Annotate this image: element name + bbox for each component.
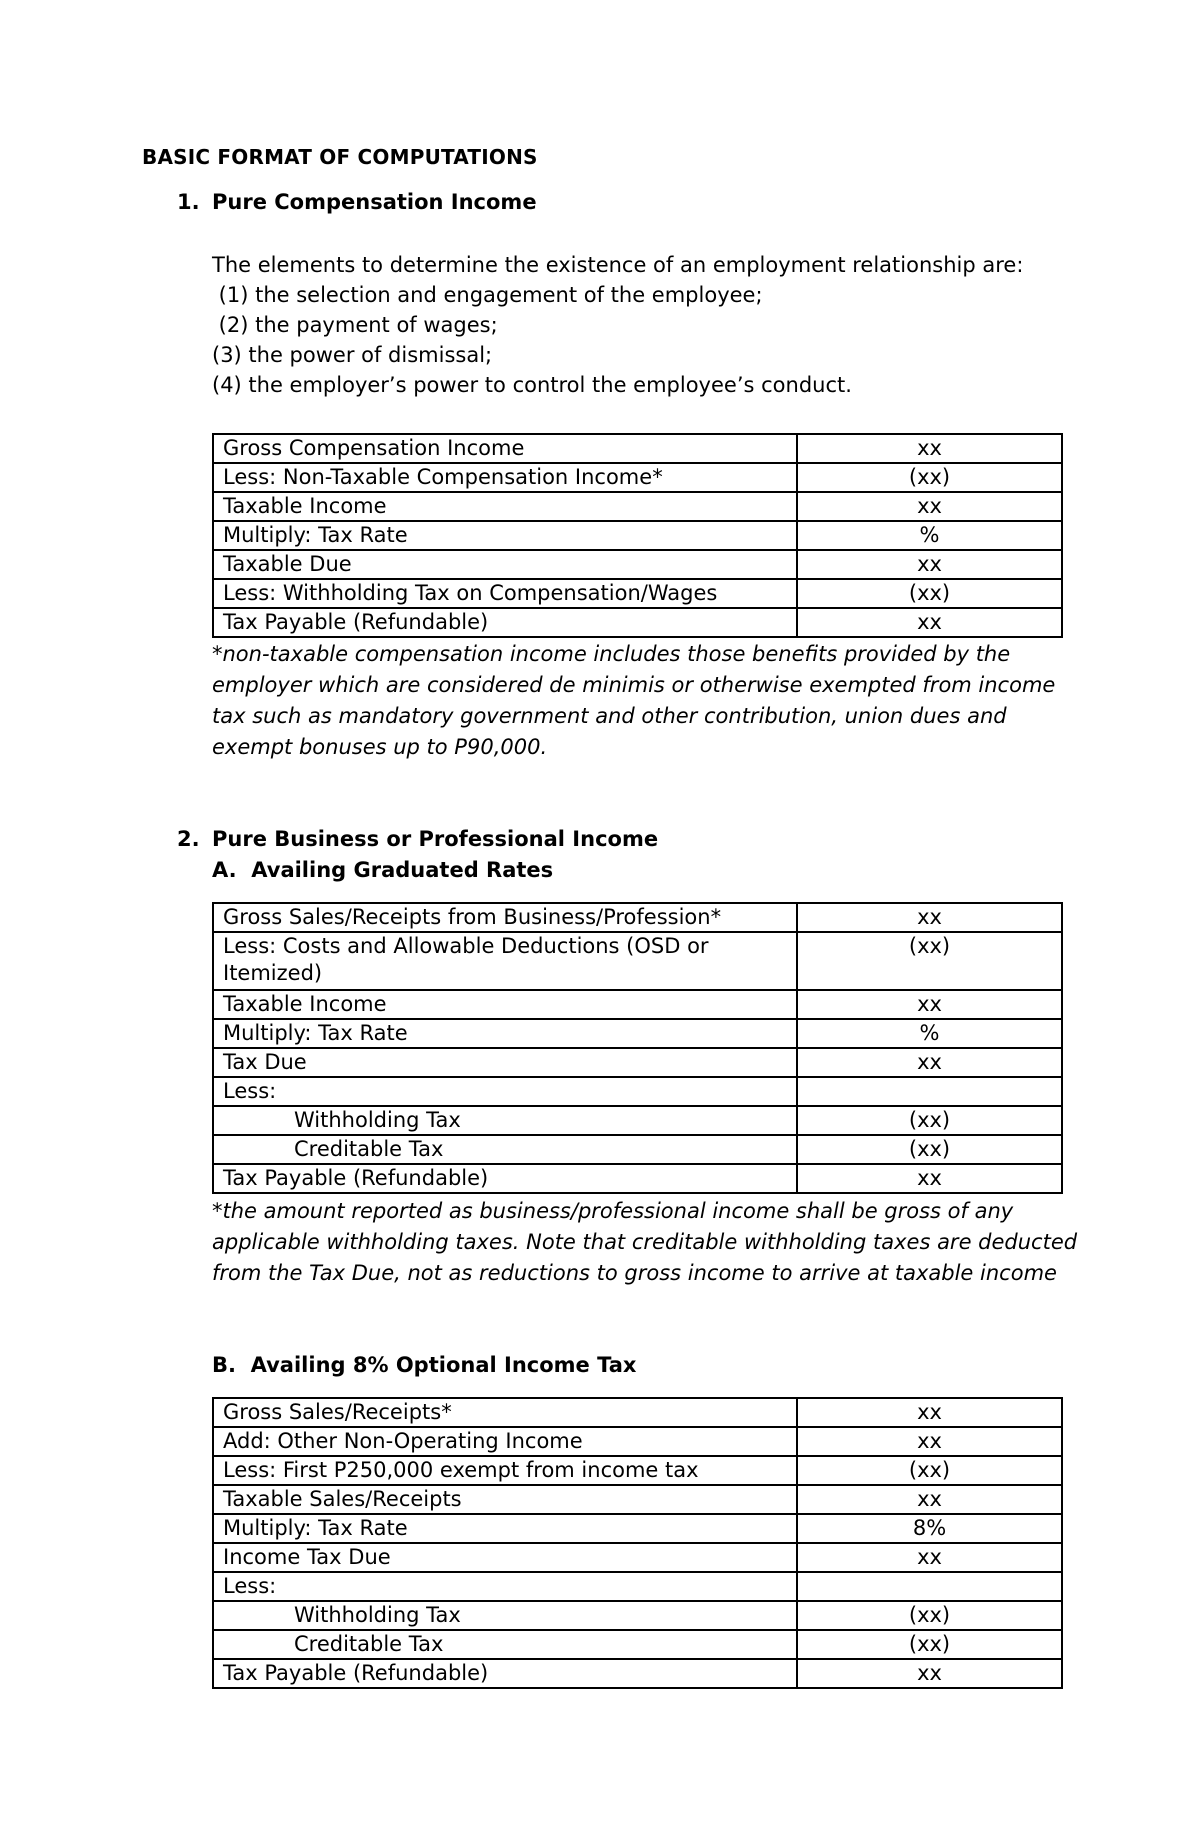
table-row — [213, 1630, 1062, 1659]
element-item: (3) the power of dismissal; — [212, 343, 493, 367]
table-row — [213, 1485, 1062, 1514]
element-item: (1) the selection and engagement of the employee; — [212, 283, 763, 307]
row-value: xx — [797, 1398, 1062, 1427]
table-row — [213, 608, 1062, 637]
row-value: xx — [797, 990, 1062, 1019]
row-value: xx — [797, 1543, 1062, 1572]
row-label: Income Tax Due — [213, 1543, 797, 1572]
footnote-line: applicable withholding taxes. Note that creditable withholding taxes are deducted — [212, 1230, 1078, 1254]
section2-title: Pure Business or Professional Income — [212, 827, 659, 851]
row-value: xx — [797, 1164, 1062, 1193]
row-label: Tax Due — [213, 1048, 797, 1077]
row-label: Multiply: Tax Rate — [213, 1514, 797, 1543]
table-row — [213, 1427, 1062, 1456]
table-row — [213, 1659, 1062, 1688]
table-row — [213, 903, 1062, 932]
footnote-line: tax such as mandatory government and other contribution, union dues and — [212, 704, 1007, 728]
employment-elements — [212, 250, 1023, 400]
footnote-line: *the amount reported as business/professional income shall be gross of any — [212, 1199, 1014, 1223]
row-value: xx — [797, 903, 1062, 932]
row-label: Taxable Income — [213, 990, 797, 1019]
optional-tax-table — [212, 1397, 1063, 1689]
elements-intro: The elements to determine the existence of an employment relationship are: — [212, 253, 1024, 277]
row-value: (xx) — [797, 463, 1062, 492]
row-label: Taxable Due — [213, 550, 797, 579]
row-label: Less: Costs and Allowable Deductions (OSD or Itemized) — [213, 932, 797, 990]
row-value: (xx) — [797, 1601, 1062, 1630]
row-value: xx — [797, 608, 1062, 637]
table-row — [213, 1135, 1062, 1164]
table-row — [213, 1048, 1062, 1077]
section2b-letter: B. — [212, 1353, 236, 1377]
section2a-title: Availing Graduated Rates — [251, 858, 554, 882]
section2a-letter: A. — [212, 858, 237, 882]
compensation-footnote — [212, 639, 1055, 763]
table-row — [213, 932, 1062, 990]
table-row — [213, 1514, 1062, 1543]
row-value — [797, 1077, 1062, 1106]
section2b-heading — [212, 1353, 636, 1377]
table-row — [213, 463, 1062, 492]
graduated-rates-table — [212, 902, 1063, 1194]
row-value: % — [797, 1019, 1062, 1048]
row-label: Less: First P250,000 exempt from income tax — [213, 1456, 797, 1485]
section1-heading — [177, 190, 537, 214]
section1-title: Pure Compensation Income — [212, 190, 537, 214]
table-row — [213, 579, 1062, 608]
table-row — [213, 521, 1062, 550]
row-label: Withholding Tax — [213, 1601, 797, 1630]
footnote-line: *non-taxable compensation income includes those benefits provided by the — [212, 642, 1011, 666]
section2b-title: Availing 8% Optional Income Tax — [250, 1353, 637, 1377]
row-value — [797, 1572, 1062, 1601]
row-value: xx — [797, 434, 1062, 463]
row-label: Gross Compensation Income — [213, 434, 797, 463]
row-label: Tax Payable (Refundable) — [213, 1164, 797, 1193]
table-row — [213, 1601, 1062, 1630]
section2a-heading — [212, 858, 553, 882]
table-row — [213, 434, 1062, 463]
row-value: xx — [797, 492, 1062, 521]
row-label: Less: Non-Taxable Compensation Income* — [213, 463, 797, 492]
section2-number: 2. — [177, 827, 200, 851]
table-row — [213, 550, 1062, 579]
section2-heading — [177, 827, 658, 851]
row-value: (xx) — [797, 932, 1062, 990]
row-label: Gross Sales/Receipts* — [213, 1398, 797, 1427]
row-label: Taxable Income — [213, 492, 797, 521]
row-label: Multiply: Tax Rate — [213, 1019, 797, 1048]
table-row — [213, 1019, 1062, 1048]
table-row — [213, 1543, 1062, 1572]
compensation-computation-table — [212, 433, 1063, 638]
element-item: (4) the employer’s power to control the employee’s conduct. — [212, 373, 852, 397]
row-label: Less: Withholding Tax on Compensation/Wages — [213, 579, 797, 608]
document-title: BASIC FORMAT OF COMPUTATIONS — [142, 145, 538, 169]
row-label: Tax Payable (Refundable) — [213, 608, 797, 637]
table-row — [213, 1572, 1062, 1601]
table-row — [213, 1106, 1062, 1135]
table-row — [213, 1398, 1062, 1427]
row-label: Withholding Tax — [213, 1106, 797, 1135]
row-label: Multiply: Tax Rate — [213, 521, 797, 550]
element-item: (2) the payment of wages; — [212, 313, 498, 337]
table-row — [213, 1456, 1062, 1485]
row-value: xx — [797, 1048, 1062, 1077]
footnote-line: employer which are considered de minimis or otherwise exempted from income — [212, 673, 1056, 697]
row-label: Tax Payable (Refundable) — [213, 1659, 797, 1688]
row-value: % — [797, 521, 1062, 550]
footnote-line: from the Tax Due, not as reductions to gross income to arrive at taxable income — [212, 1261, 1057, 1285]
row-value: (xx) — [797, 1630, 1062, 1659]
business-footnote — [212, 1196, 1077, 1289]
row-value: (xx) — [797, 1135, 1062, 1164]
row-value: (xx) — [797, 1456, 1062, 1485]
row-value: (xx) — [797, 1106, 1062, 1135]
table-row — [213, 990, 1062, 1019]
table-row — [213, 1164, 1062, 1193]
row-label: Less: — [213, 1077, 797, 1106]
table-row — [213, 1077, 1062, 1106]
row-label: Creditable Tax — [213, 1135, 797, 1164]
row-value: xx — [797, 1659, 1062, 1688]
row-value: (xx) — [797, 579, 1062, 608]
section1-number: 1. — [177, 190, 200, 214]
row-value: xx — [797, 550, 1062, 579]
row-label: Less: — [213, 1572, 797, 1601]
row-value: xx — [797, 1485, 1062, 1514]
row-label: Taxable Sales/Receipts — [213, 1485, 797, 1514]
row-label: Gross Sales/Receipts from Business/Profession* — [213, 903, 797, 932]
row-label: Creditable Tax — [213, 1630, 797, 1659]
row-value: xx — [797, 1427, 1062, 1456]
footnote-line: exempt bonuses up to P90,000. — [212, 735, 548, 759]
table-row — [213, 492, 1062, 521]
row-label: Add: Other Non-Operating Income — [213, 1427, 797, 1456]
row-value: 8% — [797, 1514, 1062, 1543]
